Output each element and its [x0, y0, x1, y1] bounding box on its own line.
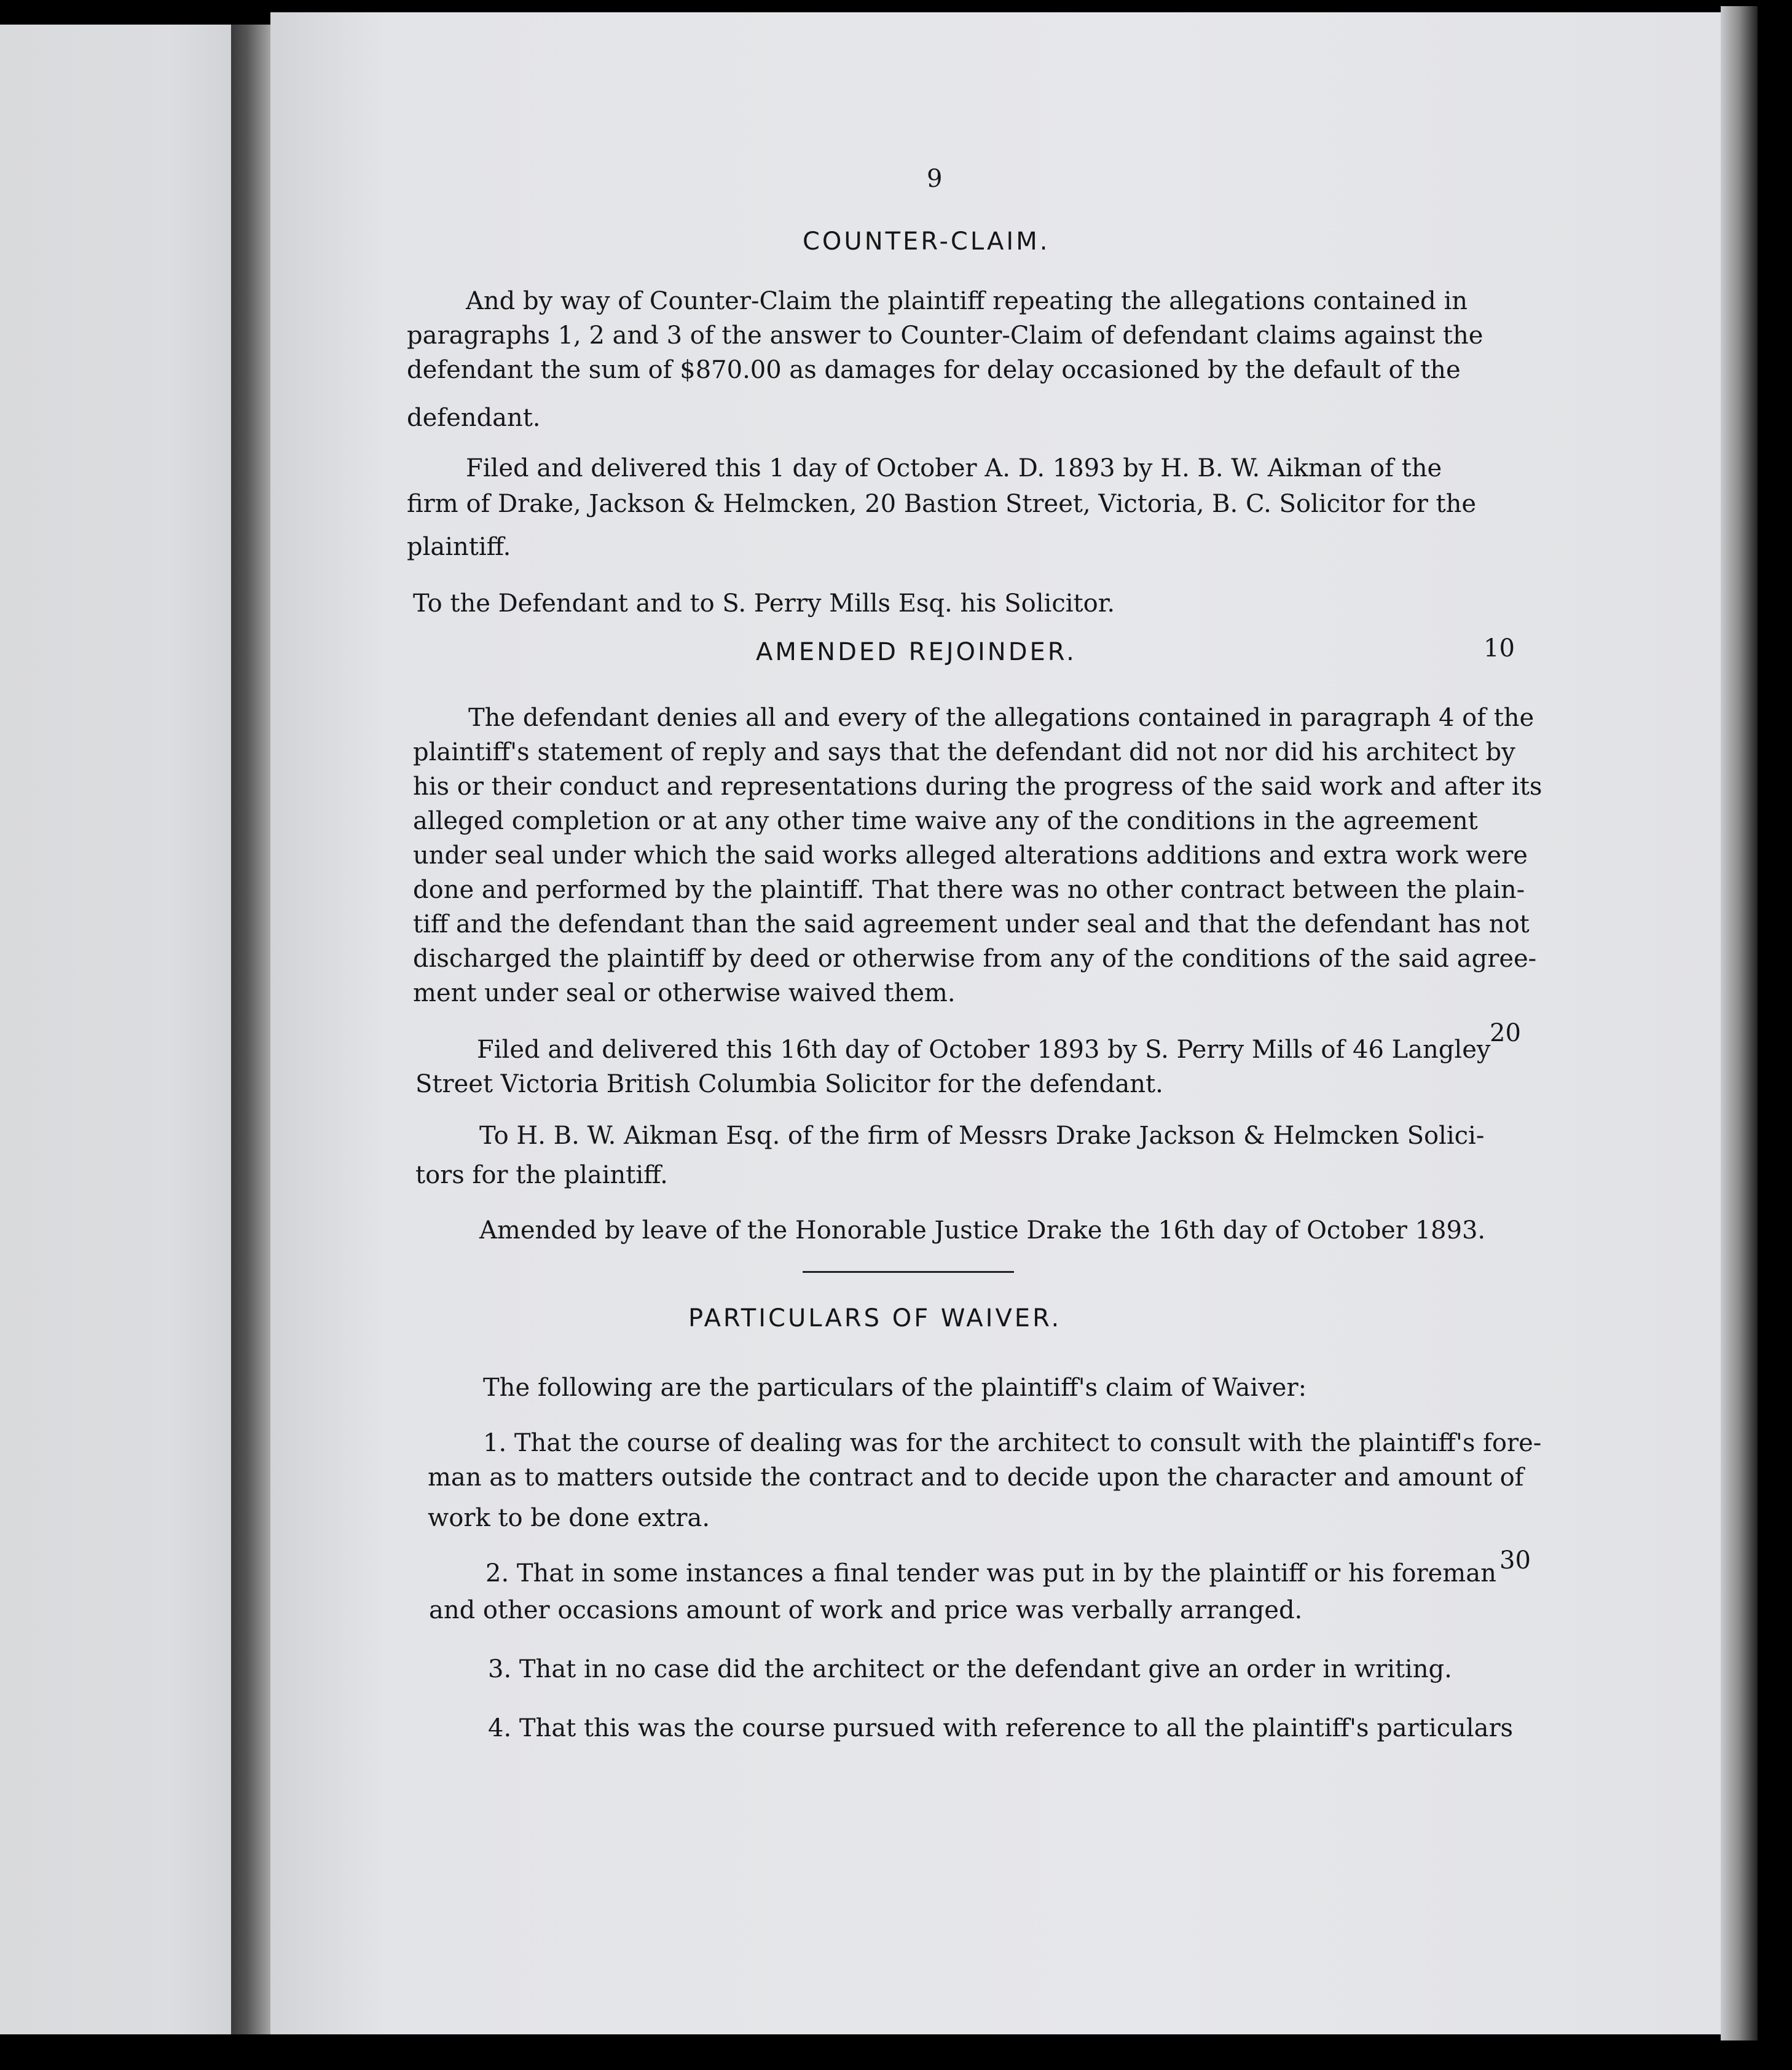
rejoinder-para1-line1: The defendant denies all and every of the allegations contained in paragraph 4 of the [468, 704, 1535, 732]
particulars-item3: 3. That in no case did the architect or the defendant give an order in writing. [488, 1655, 1452, 1683]
counter-claim-para2-line2: firm of Drake, Jackson & Helmcken, 20 Bastion Street, Victoria, B. C. Solicitor for the [407, 490, 1477, 518]
particulars-intro: The following are the particulars of the plaintiff's claim of Waiver: [483, 1374, 1307, 1402]
section-divider [803, 1271, 1014, 1273]
rejoinder-para2-line1: Filed and delivered this 16th day of October 1893 by S. Perry Mills of 46 Langley [477, 1036, 1491, 1064]
counter-claim-heading: COUNTER-CLAIM. [803, 227, 1050, 256]
rejoinder-para2-line2: Street Victoria British Columbia Solicitor for the defendant. [415, 1070, 1163, 1098]
rejoinder-para1-line2: plaintiff's statement of reply and says that the defendant did not nor did his architect by [413, 738, 1515, 766]
counter-claim-para1-line3: defendant the sum of $870.00 as damages for delay occasioned by the default of the [407, 356, 1461, 384]
particulars-heading: PARTICULARS OF WAIVER. [688, 1304, 1062, 1332]
rejoinder-para1-line4: alleged completion or at any other time waive any of the conditions in the agreement [413, 807, 1478, 835]
counter-claim-para2-line3: plaintiff. [407, 533, 511, 561]
rejoinder-para4: Amended by leave of the Honorable Justice Drake the 16th day of October 1893. [479, 1216, 1486, 1245]
particulars-item4: 4. That this was the course pursued with reference to all the plaintiff's particulars [488, 1714, 1514, 1742]
rejoinder-para1-line7: tiff and the defendant than the said agreement under seal and that the defendant has not [413, 910, 1530, 939]
rejoinder-para1-line6: done and performed by the plaintiff. That there was no other contract between the plain- [413, 876, 1525, 904]
amended-rejoinder-heading: AMENDED REJOINDER. [756, 638, 1077, 666]
particulars-item1-line3: work to be done extra. [428, 1504, 710, 1532]
particulars-item2-line2: and other occasions amount of work and price was verbally arranged. [429, 1596, 1303, 1624]
particulars-item1-line2: man as to matters outside the contract and to decide upon the character and amount of [428, 1463, 1524, 1492]
margin-line-number-10: 10 [1484, 634, 1515, 663]
particulars-item1-line1: 1. That the course of dealing was for the architect to consult with the plaintiff's fore- [483, 1429, 1542, 1457]
counter-claim-para2-line1: Filed and delivered this 1 day of October A. D. 1893 by H. B. W. Aikman of the [466, 454, 1442, 482]
left-page-edge [0, 25, 246, 2034]
counter-claim-para1-line1: And by way of Counter-Claim the plaintiff repeating the allegations contained in [466, 287, 1468, 315]
right-page-edge [1721, 6, 1758, 2040]
rejoinder-para1-line3: his or their conduct and representations during the progress of the said work and after its [413, 773, 1542, 801]
particulars-item2-line1: 2. That in some instances a final tender was put in by the plaintiff or his foreman [485, 1559, 1496, 1588]
counter-claim-para3: To the Defendant and to S. Perry Mills Esq. his Solicitor. [413, 589, 1115, 618]
margin-line-number-30: 30 [1499, 1546, 1531, 1575]
margin-line-number-20: 20 [1490, 1019, 1521, 1047]
counter-claim-para1-line2: paragraphs 1, 2 and 3 of the answer to Counter-Claim of defendant claims against the [407, 321, 1484, 350]
rejoinder-para3-line2: tors for the plaintiff. [415, 1161, 668, 1189]
rejoinder-para1-line8: discharged the plaintiff by deed or otherwise from any of the conditions of the said agree- [413, 945, 1537, 973]
rejoinder-para3-line1: To H. B. W. Aikman Esq. of the firm of Messrs Drake Jackson & Helmcken Solici- [479, 1122, 1485, 1150]
rejoinder-para1-line5: under seal under which the said works alleged alterations additions and extra work were [413, 841, 1528, 870]
page-number: 9 [927, 165, 943, 193]
rejoinder-para1-line9: ment under seal or otherwise waived them. [413, 979, 956, 1007]
counter-claim-para1-line4: defendant. [407, 404, 541, 432]
